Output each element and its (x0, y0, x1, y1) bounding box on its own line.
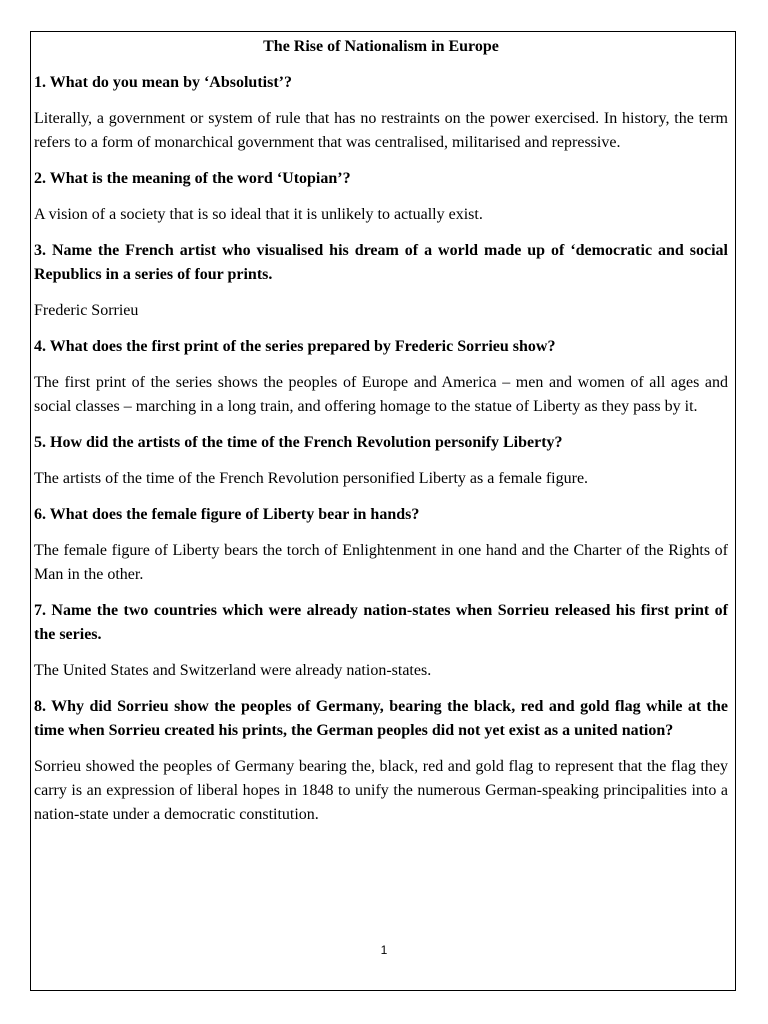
page-title: The Rise of Nationalism in Europe (263, 38, 499, 55)
qa-item-3 (34, 239, 728, 323)
document-body (34, 35, 728, 839)
question-6: 6. What does the female figure of Liberty bear in hands? (34, 506, 420, 523)
answer-8: Sorrieu showed the peoples of Germany bearing the, black, red and gold flag to represent that the flag they carry is an expression of liberal hopes in 1848 to unify the numerous German-speaking principalities into a nation-state under a democratic constitution. (34, 758, 728, 823)
qa-item-5 (34, 431, 728, 491)
question-7: 7. Name the two countries which were already nation-states when Sorrieu released his first print of the series. (34, 602, 728, 643)
question-8: 8. Why did Sorrieu show the peoples of Germany, bearing the black, red and gold flag while at the time when Sorrieu created his prints, the German peoples did not yet exist as a united nation? (34, 698, 728, 739)
question-1: 1. What do you mean by ‘Absolutist’? (34, 74, 292, 91)
answer-4: The first print of the series shows the peoples of Europe and America – men and women of all ages and social classes – marching in a long train, and offering homage to the statue of Liberty as they pass by it. (34, 374, 728, 415)
answer-7: The United States and Switzerland were already nation-states. (34, 662, 432, 679)
qa-item-1 (34, 71, 728, 155)
answer-3: Frederic Sorrieu (34, 302, 139, 319)
question-5: 5. How did the artists of the time of the French Revolution personify Liberty? (34, 434, 563, 451)
qa-item-4 (34, 335, 728, 419)
page-number: 1 (380, 943, 388, 957)
qa-item-6 (34, 503, 728, 587)
answer-1: Literally, a government or system of rule that has no restraints on the power exercised. In history, the term refers to a form of monarchical government that was centralised, militarised and repressive. (34, 110, 728, 151)
qa-item-7 (34, 599, 728, 683)
qa-item-2 (34, 167, 728, 227)
answer-6: The female figure of Liberty bears the torch of Enlightenment in one hand and the Charter of the Rights of Man in the other. (34, 542, 728, 583)
question-3: 3. Name the French artist who visualised his dream of a world made up of ‘democratic and social Republics in a series of four prints. (34, 242, 728, 283)
qa-item-8 (34, 695, 728, 827)
question-4: 4. What does the first print of the series prepared by Frederic Sorrieu show? (34, 338, 556, 355)
answer-5: The artists of the time of the French Revolution personified Liberty as a female figure. (34, 470, 589, 487)
answer-2: A vision of a society that is so ideal that it is unlikely to actually exist. (34, 206, 483, 223)
question-2: 2. What is the meaning of the word ‘Utopian’? (34, 170, 351, 187)
